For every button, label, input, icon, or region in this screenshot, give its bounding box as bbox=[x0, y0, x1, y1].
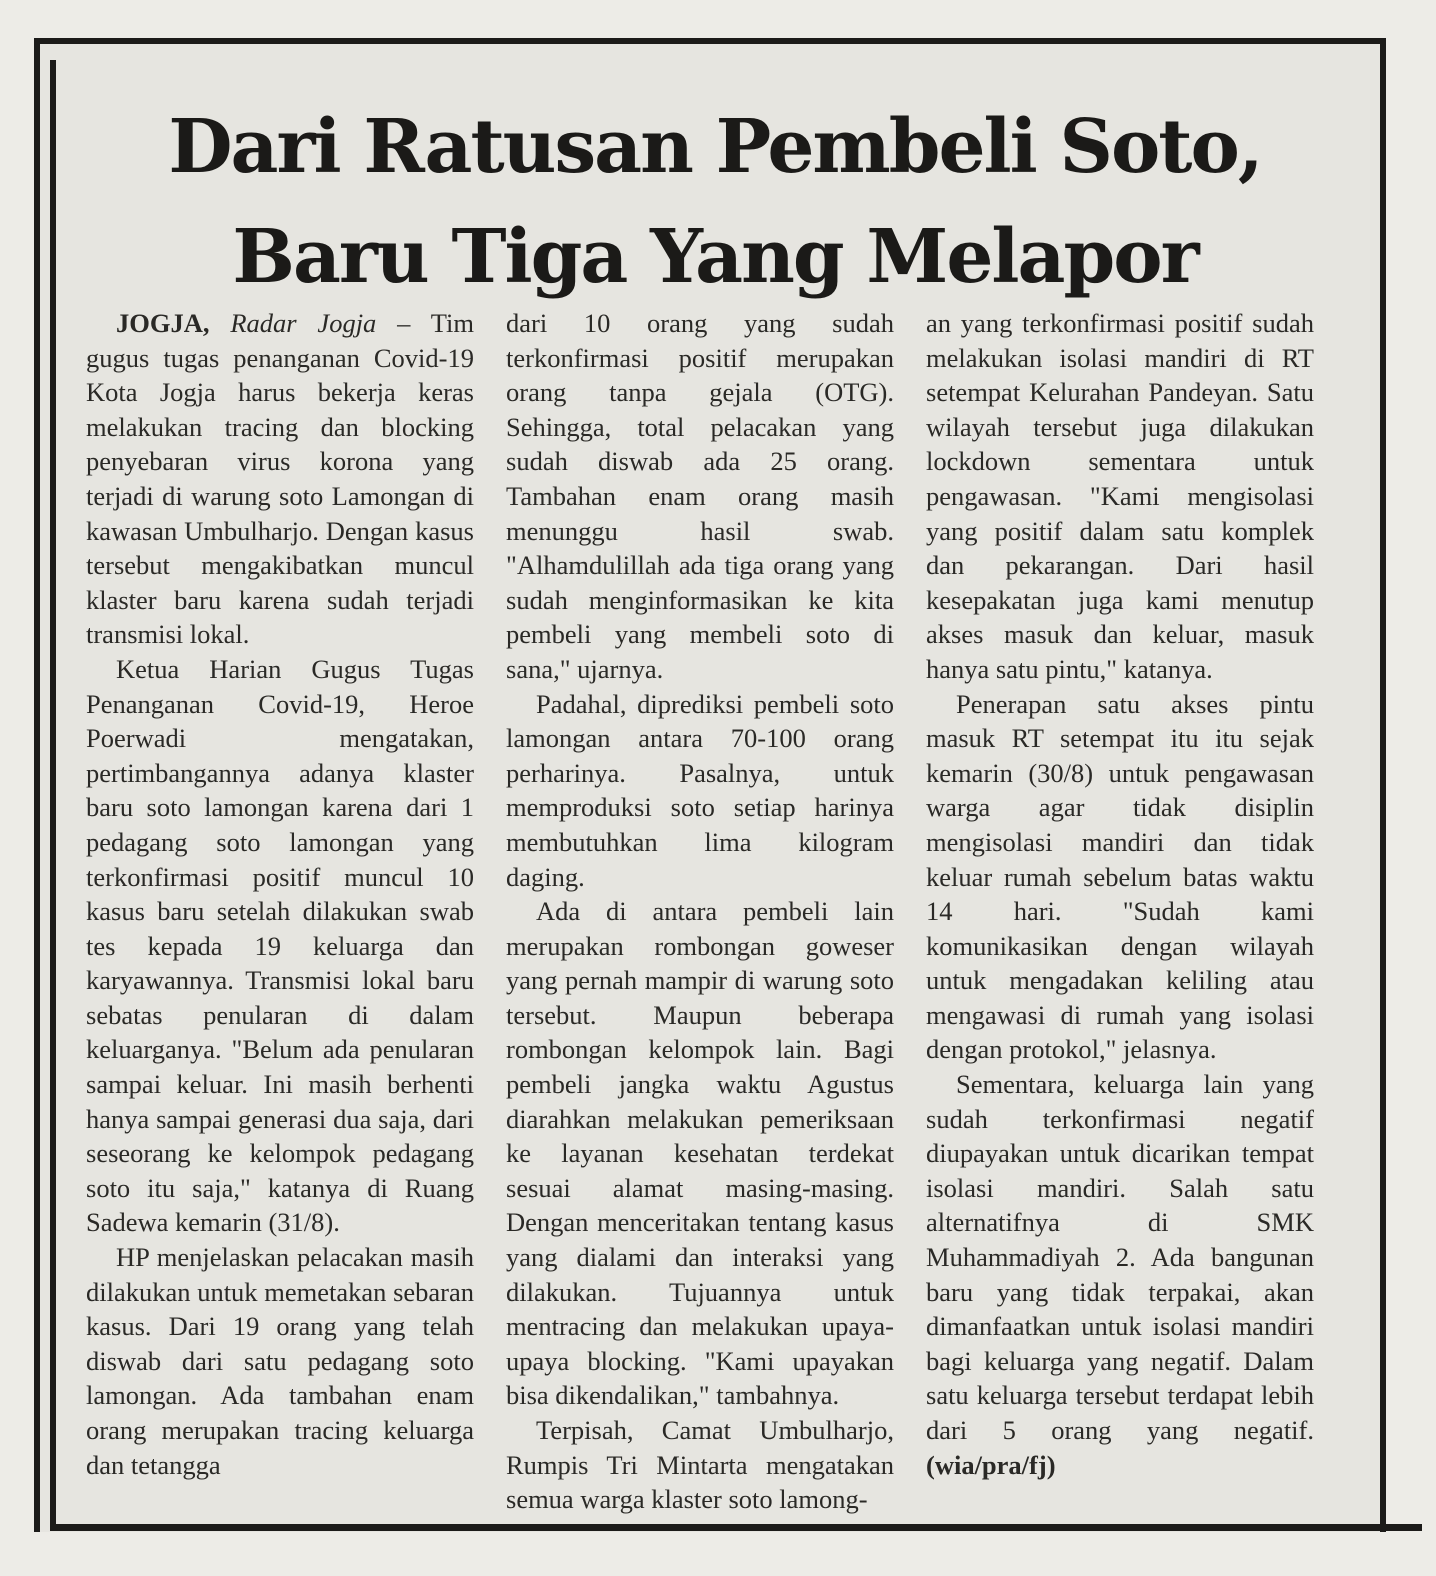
paragraph: an yang terkonfirmasi positif sudah melakukan isolasi mandiri di RT setempat Kelurahan Pandeyan. Satu wilayah tersebut juga dilakukan lockdown sementara untuk pengawasan. "Kami mengisolasi yang positif dalam satu komplek dan pekarangan. Dari hasil kesepakatan juga kami menutup akses masuk dan keluar, masuk hanya satu pintu," katanya. bbox=[926, 308, 1314, 684]
paragraph: Penerapan satu akses pintu masuk RT setempat itu itu sejak kemarin (30/8) untuk pengawasan warga agar tidak disiplin mengisolasi mandiri dan tidak keluar rumah sebelum batas waktu 14 hari. "Sudah kami komunikasikan dengan wilayah untuk mengadakan keliling atau mengawasi di rumah yang isolasi dengan protokol," jelasnya. bbox=[926, 688, 1314, 1065]
headline-line-2: Baru Tiga Yang Melapor bbox=[232, 214, 1198, 300]
headline bbox=[70, 92, 1360, 312]
column-1 bbox=[86, 306, 474, 1496]
paragraph-text: – Tim gugus tugas penanganan Covid-19 Kota Jogja harus bekerja keras melakukan tracing dan blocking penyebaran virus korona yang terjadi di warung soto Lamongan di kawasan Umbulharjo. Dengan kasus tersebut mengakibatkan muncul klaster baru karena sudah terjadi transmisi lokal. bbox=[86, 308, 474, 650]
paragraph: Ketua Harian Gugus Tugas Penanganan Covid-19, Heroe Poerwadi mengatakan, pertimbangannya adanya klaster baru soto lamongan karena dari 1 pedagang soto lamongan yang terkonfirmasi positif muncul 10 kasus baru setelah dilakukan swab tes kepada 19 keluarga dan karyawannya. Transmisi lokal baru sebatas penularan di dalam keluarganya. "Belum ada penularan sampai keluar. Ini masih berhenti hanya sampai generasi dua saja, dari seseorang ke kelompok pedagang soto itu saja," katanya di Ruang Sadewa kemarin (31/8). bbox=[86, 653, 474, 1238]
column-3 bbox=[926, 306, 1314, 1496]
paragraph bbox=[926, 1067, 1314, 1482]
author-credit: (wia/pra/fj) bbox=[926, 1449, 1056, 1480]
paragraph: Terpisah, Camat Umbulharjo, Rumpis Tri Mintarta mengatakan semua warga klaster soto lamong- bbox=[506, 1415, 894, 1515]
column-2 bbox=[506, 306, 894, 1515]
paragraph: Padahal, diprediksi pembeli soto lamongan antara 70-100 orang perharinya. Pasalnya, untuk memproduksi soto setiap harinya membutuhkan lima kilogram daging. bbox=[506, 688, 894, 892]
source: Radar Jogja bbox=[230, 308, 377, 338]
paragraph bbox=[86, 306, 474, 652]
paragraph-text: Sementara, keluarga lain yang sudah terkonfirmasi negatif diupayakan untuk dicarikan tempat isolasi mandiri. Salah satu alternatifnya di SMK Muhammadiyah 2. Ada bangunan baru yang tidak terpakai, akan dimanfaatkan untuk isolasi mandiri bagi keluarga yang negatif. Dalam satu keluarga tersebut terdapat lebih dari 5 orang yang negatif. bbox=[926, 1069, 1314, 1445]
article-body bbox=[86, 306, 1314, 1515]
paragraph: dari 10 orang yang sudah terkonfirmasi positif merupakan orang tanpa gejala (OTG). Sehingga, total pelacakan yang sudah diswab ada 25 orang. Tambahan enam orang masih menunggu hasil swab. "Alhamdulillah ada tiga orang yang sudah menginformasikan ke kita pembeli yang membeli soto di sana," ujarnya. bbox=[506, 308, 894, 684]
dateline: JOGJA, bbox=[116, 308, 210, 338]
paragraph: Ada di antara pembeli lain merupakan rombongan goweser yang pernah mampir di warung soto tersebut. Maupun beberapa rombongan kelompok lain. Bagi pembeli jangka waktu Agustus diarahkan melakukan pemeriksaan ke layanan kesehatan terdekat sesuai alamat masing-masing. Dengan menceritakan tentang kasus yang dialami dan interaksi yang dilakukan. Tujuannya untuk mentracing dan melakukan upaya-upaya blocking. "Kami upayakan bisa dikendalikan," tambahnya. bbox=[506, 896, 894, 1411]
paragraph: HP menjelaskan pelacakan masih dilakukan untuk memetakan sebaran kasus. Dari 19 orang yang telah diswab dari satu pedagang soto lamongan. Ada tambahan enam orang merupakan tracing keluarga dan tetangga bbox=[86, 1242, 474, 1480]
frame-rule-bottom bbox=[56, 1524, 1422, 1531]
frame-rule-left bbox=[50, 60, 56, 1531]
headline-line-1: Dari Ratusan Pembeli Soto, bbox=[168, 104, 1262, 190]
